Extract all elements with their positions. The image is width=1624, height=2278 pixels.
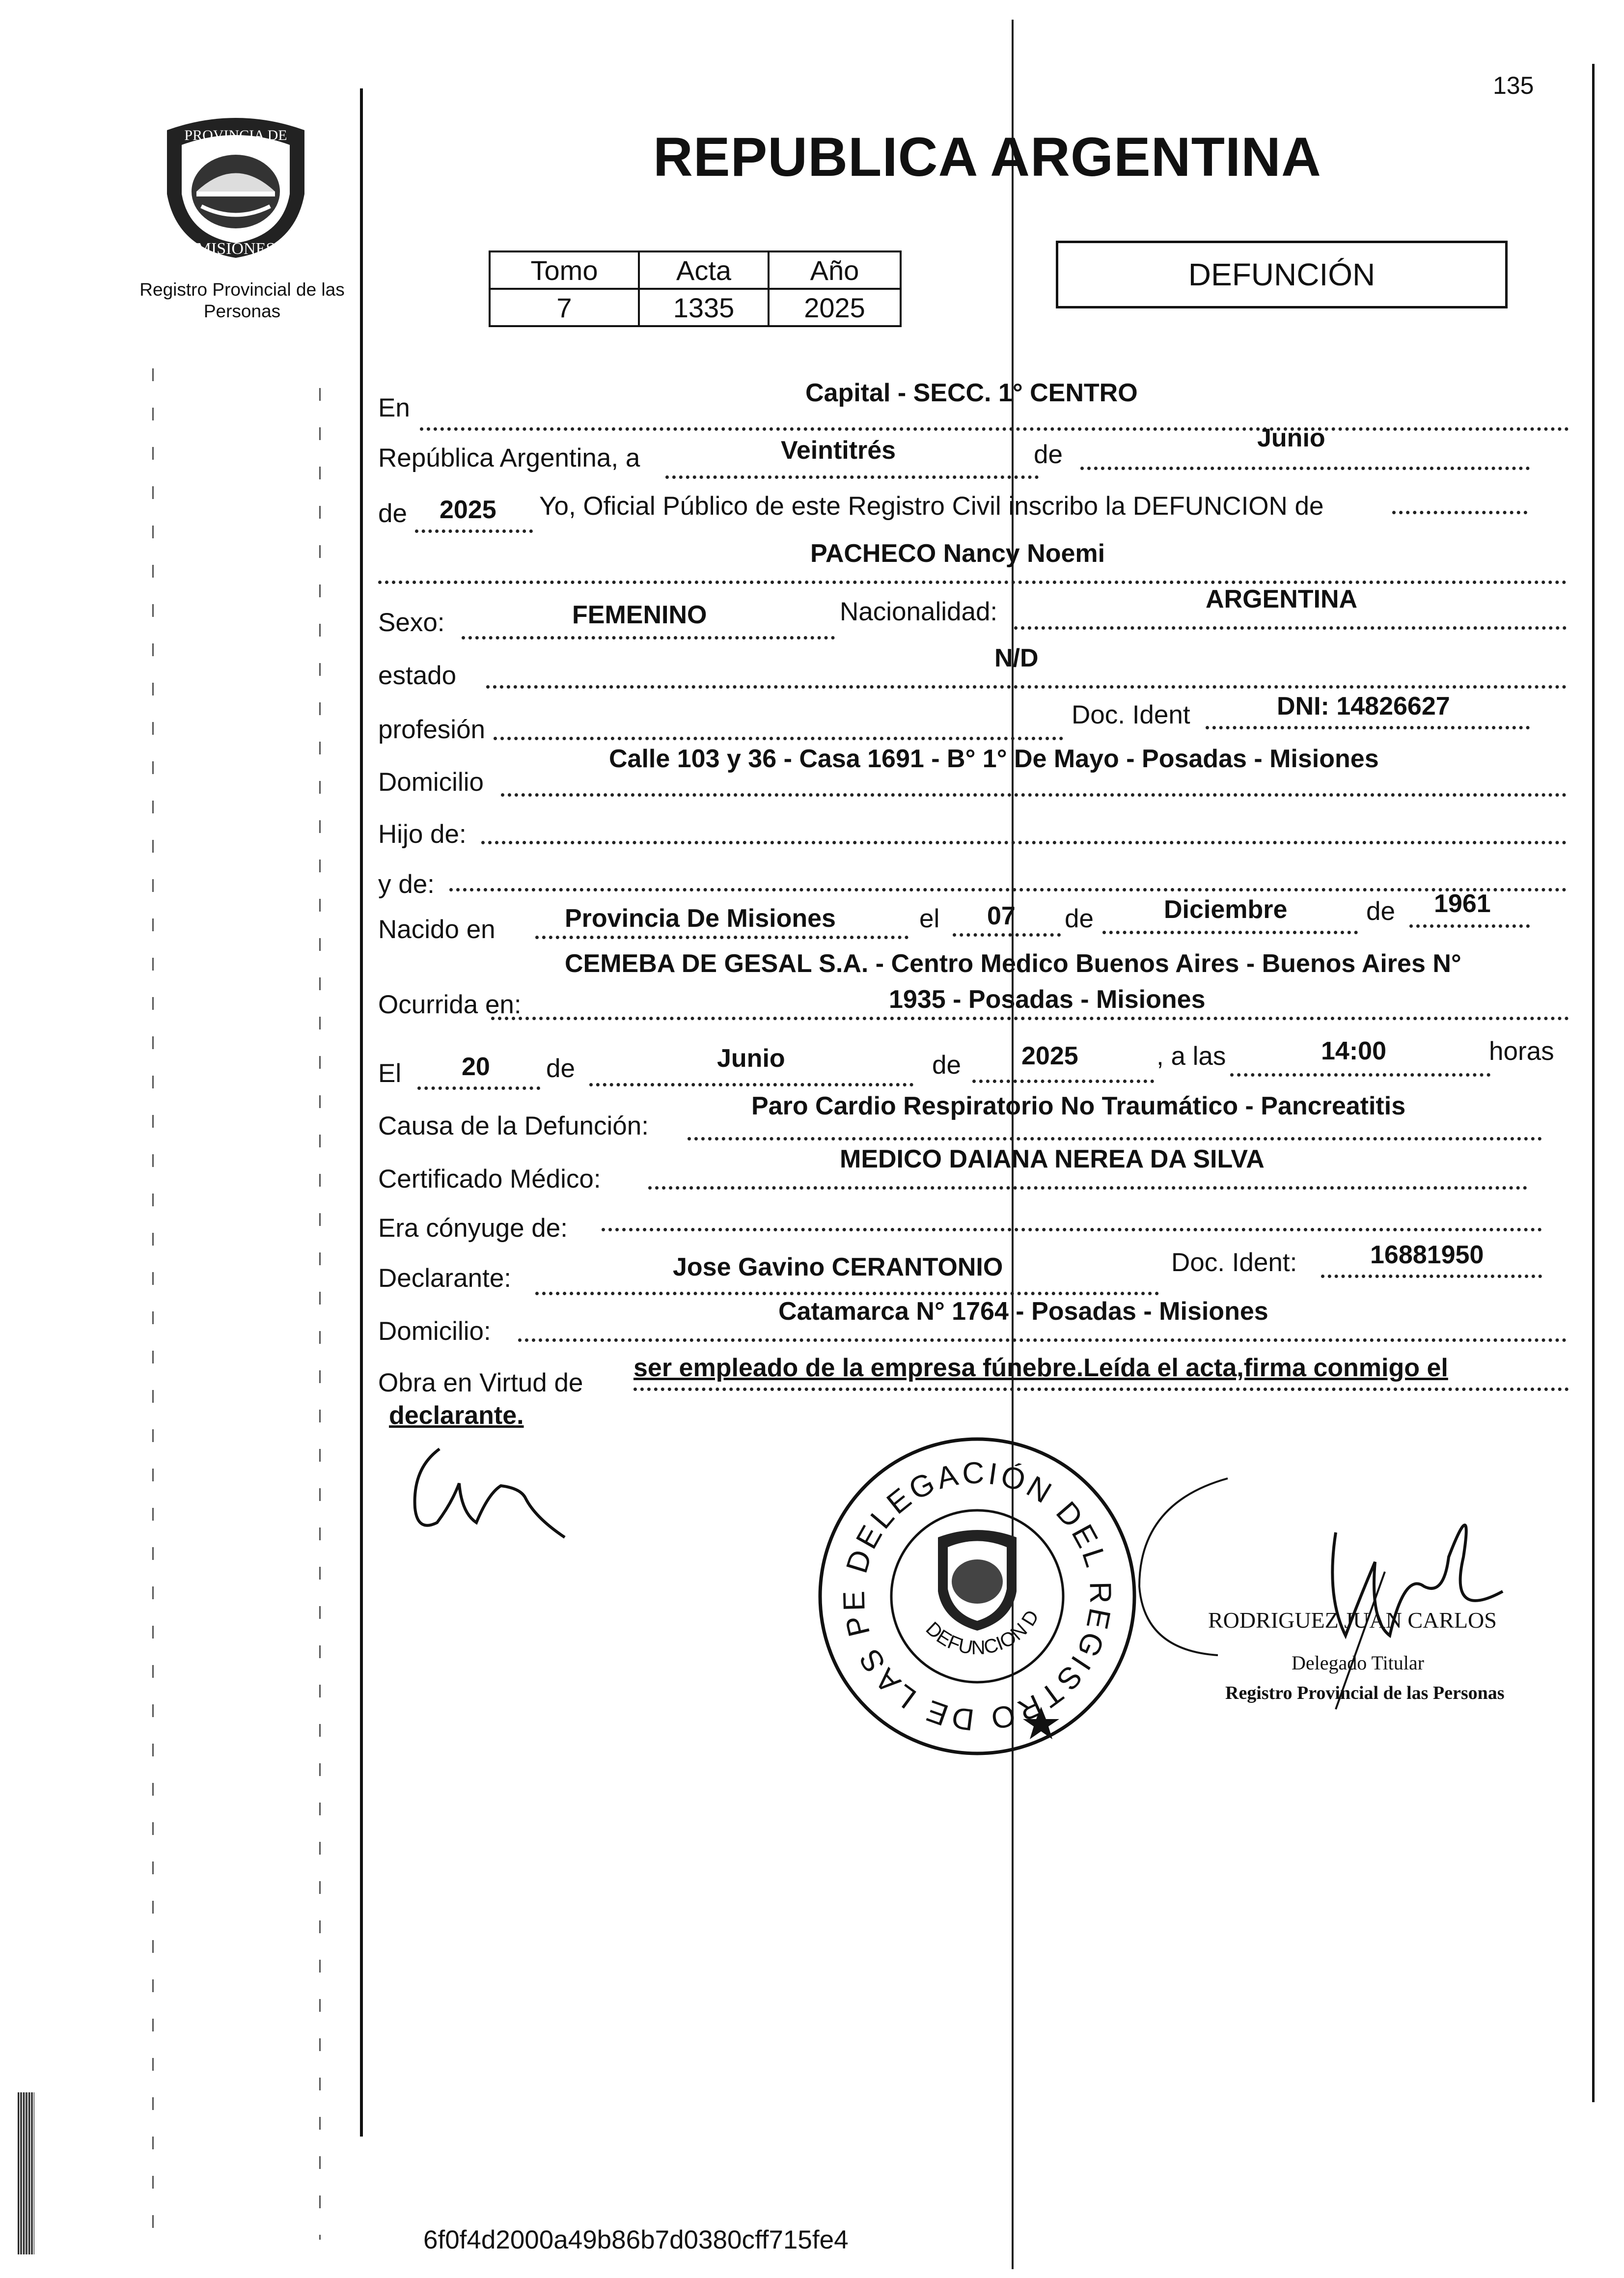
year-value-text: 2025: [440, 496, 496, 524]
officer-organization: Registro Provincial de las Personas: [1225, 1683, 1505, 1703]
doc2-value: 16881950: [1370, 1241, 1484, 1269]
nacido-dotline: [535, 936, 908, 939]
cert-dotline: [648, 1186, 1527, 1190]
declarante-label: Declarante:: [378, 1264, 512, 1293]
place-value: Capital - SECC. 1° CENTRO: [805, 379, 1138, 407]
birth-month-dotline: [1102, 931, 1358, 934]
nacionalidad-dotline: [1014, 626, 1567, 630]
birth-month: Diciembre: [1164, 895, 1288, 924]
sexo-label: Sexo:: [378, 608, 445, 637]
death-year-dotline: [972, 1080, 1154, 1083]
document-title: REPUBLICA ARGENTINA: [653, 126, 1321, 188]
death-month: Junio: [717, 1044, 785, 1073]
doc-label: Doc. Ident: [1072, 700, 1190, 729]
doc-dotline: [1206, 726, 1530, 729]
intro-dotline: [1392, 511, 1527, 514]
death-time: 14:00: [1321, 1037, 1386, 1065]
birth-year-dotline: [1409, 924, 1530, 928]
conyuge-dotline: [602, 1228, 1542, 1231]
nacionalidad-label: Nacionalidad:: [840, 597, 998, 626]
right-margin-line: [1592, 64, 1595, 2102]
doc-value: DNI: 14826627: [1277, 692, 1450, 721]
year-header: Año: [769, 251, 901, 289]
de2-label: de: [1366, 897, 1395, 926]
official-seal: [805, 1424, 1149, 1768]
obra-dotline: [633, 1388, 1569, 1391]
birth-year: 1961: [1434, 889, 1491, 918]
horas-label: horas: [1489, 1037, 1554, 1066]
el2-label: El: [378, 1059, 402, 1088]
svg-text:PROVINCIA DE: PROVINCIA DE: [184, 127, 287, 143]
ocurrida-line1: CEMEBA DE GESAL S.A. - Centro Medico Buenos Aires - Buenos Aires N°: [565, 949, 1461, 978]
table-header-row: [490, 251, 901, 289]
year-prefix-label: de: [378, 499, 407, 528]
day-dotline: [665, 475, 1039, 479]
acta-value: 1335: [639, 289, 769, 326]
seal-inner-text: DEFUNCION D: [921, 1606, 1044, 1659]
province-crest-logo: [147, 111, 324, 263]
day-words-value: Veintitrés: [781, 436, 896, 465]
birth-day: 07: [987, 902, 1016, 930]
de4-label: de: [932, 1051, 961, 1080]
name-dotline: [378, 581, 1567, 584]
causa-dotline: [688, 1137, 1542, 1140]
birth-day-dotline: [953, 933, 1061, 937]
month-dotline: [1080, 467, 1530, 470]
officer-role: Delegado Titular: [1292, 1652, 1424, 1674]
intro-text: Yo, Oficial Público de este Registro Civil inscribo la DEFUNCION de: [539, 492, 1324, 521]
sexo-dotline: [462, 636, 835, 639]
estado-value: N/D: [994, 644, 1039, 672]
declarant-signature: [403, 1439, 589, 1557]
nacido-value: Provincia De Misiones: [565, 904, 836, 933]
el-label: el: [919, 904, 940, 933]
en-label: En: [378, 393, 410, 422]
margin-dash-column-1: [152, 368, 154, 2245]
obra-value-2: declarante.: [389, 1401, 524, 1430]
tomo-header: Tomo: [490, 251, 639, 289]
doc2-dotline: [1321, 1275, 1542, 1278]
registry-label: Registro Provincial de las Personas: [139, 279, 345, 321]
yde-label: y de:: [378, 870, 435, 899]
alas-label: , a las: [1156, 1042, 1226, 1071]
document-hash: 6f0f4d2000a49b86b7d0380cff715fe4: [423, 2225, 849, 2254]
estado-dotline: [486, 685, 1567, 689]
tomo-acta-year-table: [489, 250, 902, 327]
causa-label: Causa de la Defunción:: [378, 1111, 649, 1140]
de-label: de: [1034, 440, 1063, 469]
de3-label: de: [546, 1054, 575, 1083]
obra-label: Obra en Virtud de: [378, 1368, 583, 1397]
yde-dotline: [449, 888, 1567, 891]
death-year: 2025: [1021, 1042, 1078, 1070]
obra-value: ser empleado de la empresa fúnebre.Leída el acta,firma conmigo el: [633, 1354, 1448, 1382]
dom2-value: Catamarca N° 1764 - Posadas - Misiones: [778, 1297, 1268, 1326]
dom2-dotline: [518, 1338, 1567, 1342]
ocurrida-line2: 1935 - Posadas - Misiones: [889, 985, 1206, 1014]
binding-edge: [18, 2092, 34, 2254]
seal-outer-text: DELEGACIÓN DEL REGISTRO DE LAS PE: [837, 1456, 1118, 1737]
death-time-dotline: [1230, 1073, 1490, 1077]
year-dotline: [415, 529, 533, 533]
left-margin-line: [360, 88, 363, 2137]
act-type-box: DEFUNCIÓN: [1056, 241, 1508, 308]
year-value: 2025: [769, 289, 901, 326]
doc2-label: Doc. Ident:: [1171, 1248, 1297, 1277]
month-value: Junio: [1257, 424, 1325, 452]
estado-label: estado: [378, 661, 457, 690]
republica-label: República Argentina, a: [378, 444, 640, 472]
ocurrida-dotline: [491, 1017, 1569, 1020]
causa-value: Paro Cardio Respiratorio No Traumático - Pancreatitis: [751, 1092, 1406, 1120]
de1-label: de: [1065, 904, 1094, 933]
declarante-value: Jose Gavino CERANTONIO: [673, 1253, 1003, 1281]
nacionalidad-value: ARGENTINA: [1206, 585, 1358, 613]
domicilio-label: Domicilio: [378, 768, 484, 797]
conyuge-label: Era cónyuge de:: [378, 1214, 568, 1243]
page-number: 135: [1493, 72, 1534, 99]
death-month-dotline: [589, 1083, 913, 1086]
en-dotline: [420, 427, 1569, 431]
death-day: 20: [462, 1053, 490, 1081]
sexo-value: FEMENINO: [572, 601, 707, 629]
declarante-dotline: [535, 1292, 1159, 1295]
table-value-row: [490, 289, 901, 326]
acta-header: Acta: [639, 251, 769, 289]
domicilio-dotline: [501, 793, 1567, 797]
ocurrida-label: Ocurrida en:: [378, 990, 522, 1019]
tomo-value: 7: [490, 289, 639, 326]
officer-name: RODRIGUEZ JUAN CARLOS: [1208, 1608, 1497, 1633]
deceased-name: PACHECO Nancy Noemi: [810, 539, 1105, 568]
hijo-label: Hijo de:: [378, 820, 467, 849]
domicilio-value: Calle 103 y 36 - Casa 1691 - B° 1° De Mayo - Posadas - Misiones: [609, 745, 1379, 773]
profesion-label: profesión: [378, 715, 486, 744]
profesion-dotline: [494, 737, 1063, 740]
cert-value: MEDICO DAIANA NEREA DA SILVA: [840, 1145, 1265, 1173]
margin-dash-column-2: [319, 388, 321, 2240]
nacido-label: Nacido en: [378, 915, 495, 944]
cert-label: Certificado Médico:: [378, 1165, 601, 1194]
dom2-label: Domicilio:: [378, 1317, 491, 1346]
svg-text:MISIONES: MISIONES: [196, 240, 275, 258]
death-day-dotline: [417, 1086, 540, 1090]
hijo-dotline: [481, 841, 1567, 844]
